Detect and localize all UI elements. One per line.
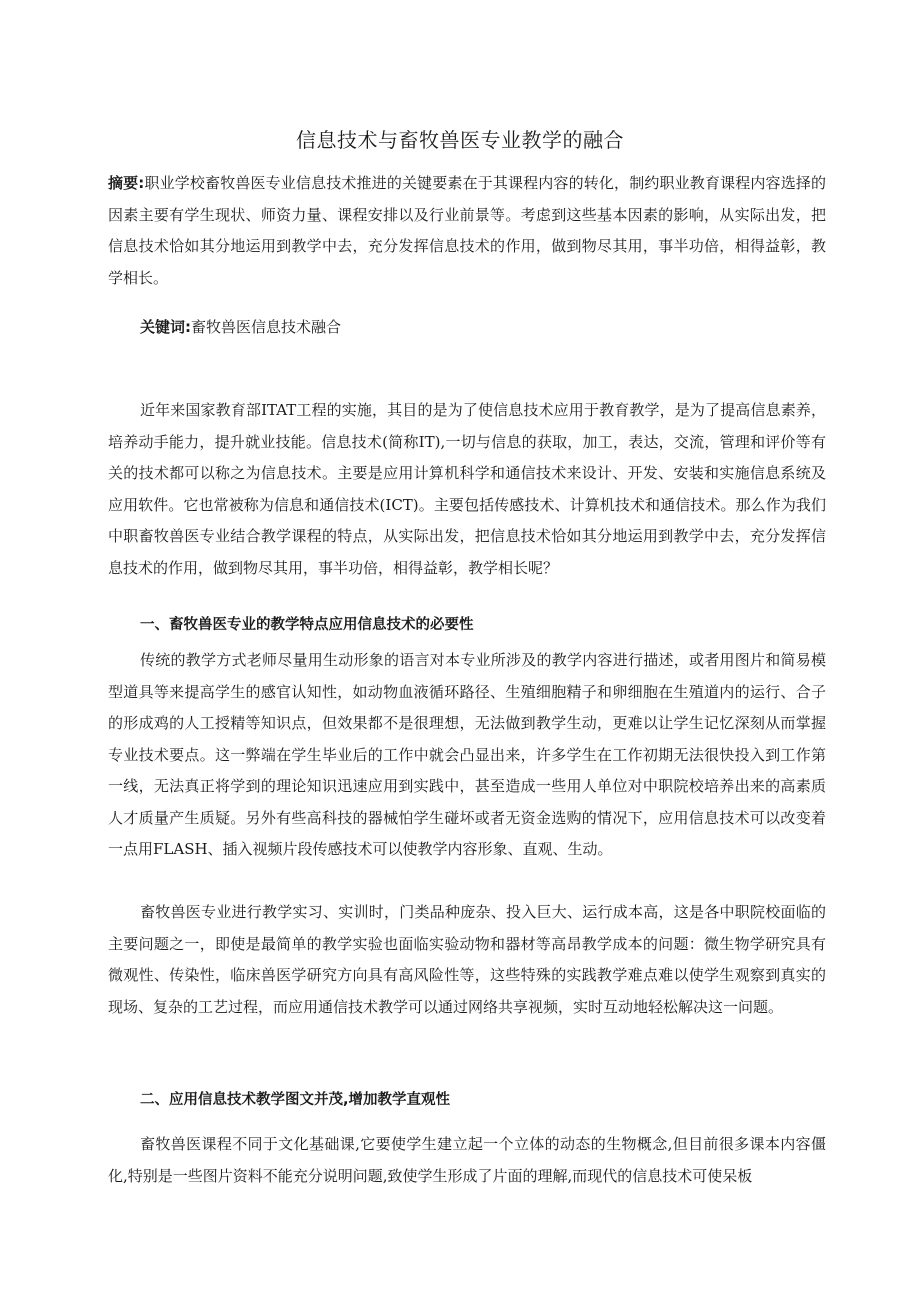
section1-paragraph-2: 畜牧兽医专业进行教学实习、实训时，门类品种庞杂、投入巨大、运行成本高，这是各中职院校面临的主要问题之一，即使是最简单的教学实验也面临实验动物和器材等高昂教学成本的问题：微生物学研究具有微观性、传染性，临床兽医学研究方向具有高风险性等，这些特殊的实践教学难点难以使学生观察到真实的现场、复杂的工艺过程，而应用通信技术教学可以通过网络共享视频，实时互动地轻松解决这一问题。 xyxy=(108,903,826,1016)
abstract-label: 摘要: xyxy=(108,174,145,192)
abstract-text: 职业学校畜牧兽医专业信息技术推进的关键要素在于其课程内容的转化，制约职业教育课程内容选择的因素主要有学生现状、师资力量、课程安排以及行业前景等。考虑到这些基本因素的影响，从实际出发，把信息技术恰如其分地运用到教学中去，充分发挥信息技术的作用，做到物尽其用，事半功倍，相得益彰，教学相长。 xyxy=(108,174,826,287)
keywords-label: 关键词: xyxy=(140,318,191,336)
section1-paragraph-1: 传统的教学方式老师尽量用生动形象的语言对本专业所涉及的教学内容进行描述，或者用图片和简易模型道具等来提高学生的感官认知性，如动物血液循环路径、生殖细胞精子和卵细胞在生殖道内的运行、合子的形成鸡的人工授精等知识点，但效果都不是很理想，无法做到教学生动，更难以让学生记忆深刻从而掌握专业技术要点。这一弊端在学生毕业后的工作中就会凸显出来，许多学生在工作初期无法很快投入到工作第一线，无法真正将学到的理论知识迅速应用到实践中，甚至造成一些用人单位对中职院校培养出来的高素质人才质量产生质疑。另外有些高科技的器械怕学生碰坏或者无资金选购的情况下，应用信息技术可以改变着一点用FLASH、插入视频片段传感技术可以使教学内容形象、直观、生动。 xyxy=(108,651,826,858)
section-heading-2: 二、应用信息技术教学图文并茂,增加教学直观性 xyxy=(140,1092,451,1108)
keywords-line xyxy=(140,312,820,344)
section-heading-1: 一、畜牧兽医专业的教学特点应用信息技术的必要性 xyxy=(140,617,474,633)
keywords-text: 畜牧兽医信息技术融合 xyxy=(191,318,342,336)
document-title: 信息技术与畜牧兽医专业教学的融合 xyxy=(296,128,624,152)
section2-paragraph-1: 畜牧兽医课程不同于文化基础课,它要使学生建立起一个立体的动态的生物概念,但目前很多课本内容僵化,特别是一些图片资料不能充分说明问题,致使学生形成了片面的理解,而现代的信息技术可使呆板 xyxy=(108,1135,826,1185)
abstract-paragraph xyxy=(108,168,826,294)
intro-paragraph: 近年来国家教育部ITAT工程的实施，其目的是为了使信息技术应用于教育教学，是为了提高信息素养，培养动手能力，提升就业技能。信息技术(简称IT),一切与信息的获取，加工，表达，交流，管理和评价等有关的技术都可以称之为信息技术。主要是应用计算机科学和通信技术来设计、开发、安装和实施信息系统及应用软件。它也常被称为信息和通信技术(ICT)。主要包括传感技术、计算机技术和通信技术。那么作为我们中职畜牧兽医专业结合教学课程的特点，从实际出发，把信息技术恰如其分地运用到教学中去，充分发挥信息技术的作用，做到物尽其用，事半功倍，相得益彰，教学相长呢？ xyxy=(108,401,826,577)
